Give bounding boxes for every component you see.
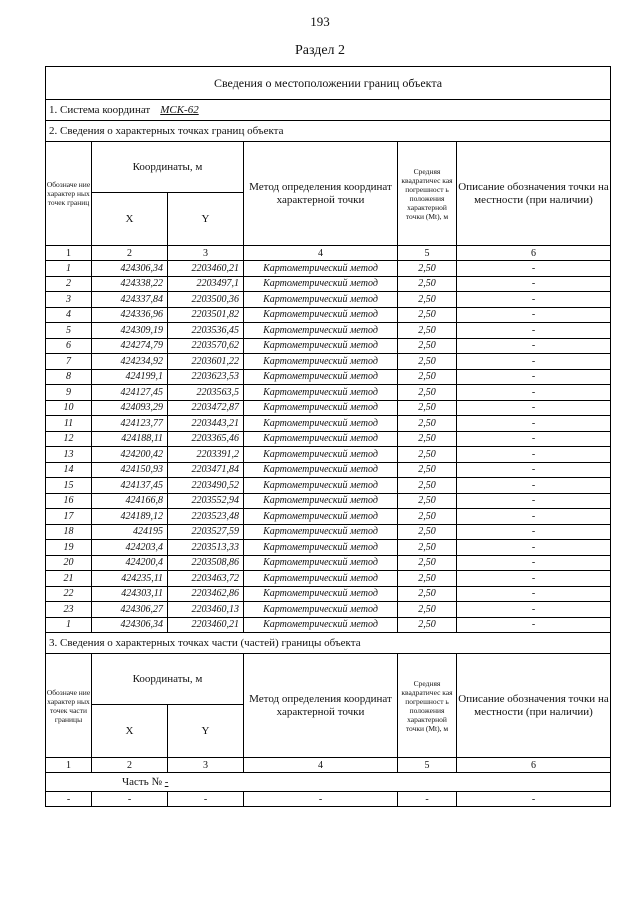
point-x: 424188,11 xyxy=(92,431,168,447)
point-error: 2,50 xyxy=(398,292,457,308)
point-y: 2203623,53 xyxy=(168,369,244,385)
point-description: - xyxy=(457,602,611,618)
point-error: 2,50 xyxy=(398,276,457,292)
point-y: 2203365,46 xyxy=(168,431,244,447)
point-number: 7 xyxy=(46,354,92,370)
point-description: - xyxy=(457,261,611,277)
point-x: 424306,27 xyxy=(92,602,168,618)
table-row xyxy=(46,292,611,308)
col-number: 4 xyxy=(244,246,398,261)
point-description: - xyxy=(457,509,611,525)
point-number: 20 xyxy=(46,555,92,571)
point-method: Картометрический метод xyxy=(244,524,398,540)
point-number: 6 xyxy=(46,338,92,354)
header2-coords: Координаты, м xyxy=(92,654,244,705)
point-error: 2,50 xyxy=(398,524,457,540)
point-y: 2203601,22 xyxy=(168,354,244,370)
part-row xyxy=(46,773,611,792)
point-method: Картометрический метод xyxy=(244,338,398,354)
table-row xyxy=(46,307,611,323)
point-x: 424199,1 xyxy=(92,369,168,385)
point-method: Картометрический метод xyxy=(244,478,398,494)
point-description: - xyxy=(457,586,611,602)
point-number: 3 xyxy=(46,292,92,308)
point-error: 2,50 xyxy=(398,509,457,525)
point-y: 2203523,48 xyxy=(168,509,244,525)
point-error: 2,50 xyxy=(398,338,457,354)
point-description: - xyxy=(457,493,611,509)
point-x: 424189,12 xyxy=(92,509,168,525)
point-x: 424137,45 xyxy=(92,478,168,494)
table-row xyxy=(46,478,611,494)
point-x: 424309,19 xyxy=(92,323,168,339)
col-number: 6 xyxy=(457,758,611,773)
point-method: Картометрический метод xyxy=(244,493,398,509)
point-y: 2203497,1 xyxy=(168,276,244,292)
table-row xyxy=(46,462,611,478)
point-x: 424235,11 xyxy=(92,571,168,587)
point-number: 15 xyxy=(46,478,92,494)
point-x: 424123,77 xyxy=(92,416,168,432)
point-x: 424195 xyxy=(92,524,168,540)
point-number: 17 xyxy=(46,509,92,525)
header1-description: Описание обозначения точки на местности (при наличии) xyxy=(457,142,611,246)
point-method: Картометрический метод xyxy=(244,617,398,633)
point-method: Картометрический метод xyxy=(244,462,398,478)
point-description: - xyxy=(457,462,611,478)
point-y: 2203472,87 xyxy=(168,400,244,416)
point-error: 2,50 xyxy=(398,369,457,385)
point-number: 14 xyxy=(46,462,92,478)
point-method: Картометрический метод xyxy=(244,307,398,323)
point-number: 5 xyxy=(46,323,92,339)
col-number: 3 xyxy=(168,246,244,261)
table-row xyxy=(46,617,611,633)
empty-cell: - xyxy=(168,792,244,807)
point-number: 13 xyxy=(46,447,92,463)
point-x: 424306,34 xyxy=(92,261,168,277)
table-row xyxy=(46,540,611,556)
point-number: 1 xyxy=(46,617,92,633)
table-row xyxy=(46,586,611,602)
table-row xyxy=(46,323,611,339)
point-description: - xyxy=(457,338,611,354)
header2-error: Средняя квадратичес кая погрешност ь положения характерной точки (Mt), м xyxy=(398,654,457,758)
point-method: Картометрический метод xyxy=(244,400,398,416)
table-row xyxy=(46,602,611,618)
point-method: Картометрический метод xyxy=(244,540,398,556)
table-row xyxy=(46,493,611,509)
empty-cell: - xyxy=(92,792,168,807)
point-error: 2,50 xyxy=(398,400,457,416)
col-number: 6 xyxy=(457,246,611,261)
table-row xyxy=(46,416,611,432)
point-y: 2203552,94 xyxy=(168,493,244,509)
point-y: 2203462,86 xyxy=(168,586,244,602)
point-x: 424338,22 xyxy=(92,276,168,292)
point-description: - xyxy=(457,571,611,587)
col-number: 3 xyxy=(168,758,244,773)
point-method: Картометрический метод xyxy=(244,292,398,308)
point-description: - xyxy=(457,276,611,292)
point-y: 2203460,21 xyxy=(168,261,244,277)
point-y: 2203536,45 xyxy=(168,323,244,339)
table-row xyxy=(46,400,611,416)
point-error: 2,50 xyxy=(398,540,457,556)
header2-point-designation: Обозначе ние характер ных точек части границы xyxy=(46,654,92,758)
point-number: 8 xyxy=(46,369,92,385)
point-method: Картометрический метод xyxy=(244,586,398,602)
point-method: Картометрический метод xyxy=(244,261,398,277)
point-x: 424093,29 xyxy=(92,400,168,416)
table-row xyxy=(46,338,611,354)
empty-cell: - xyxy=(46,792,92,807)
point-error: 2,50 xyxy=(398,555,457,571)
point-description: - xyxy=(457,416,611,432)
point-x: 424337,84 xyxy=(92,292,168,308)
point-error: 2,50 xyxy=(398,586,457,602)
point-method: Картометрический метод xyxy=(244,447,398,463)
point-description: - xyxy=(457,292,611,308)
point-x: 424306,34 xyxy=(92,617,168,633)
coord-system-row xyxy=(46,100,611,121)
point-number: 16 xyxy=(46,493,92,509)
point-method: Картометрический метод xyxy=(244,369,398,385)
point-number: 1 xyxy=(46,261,92,277)
header1-error: Средняя квадратичес кая погрешност ь положения характерной точки (Mt), м xyxy=(398,142,457,246)
point-error: 2,50 xyxy=(398,571,457,587)
table-row xyxy=(46,385,611,401)
point-method: Картометрический метод xyxy=(244,602,398,618)
point-description: - xyxy=(457,369,611,385)
table-row xyxy=(46,509,611,525)
point-y: 2203501,82 xyxy=(168,307,244,323)
point-number: 12 xyxy=(46,431,92,447)
point-description: - xyxy=(457,400,611,416)
point-x: 424234,92 xyxy=(92,354,168,370)
header1-point-designation: Обозначе ние характер ных точек границ xyxy=(46,142,92,246)
point-x: 424200,42 xyxy=(92,447,168,463)
header2-x: X xyxy=(92,705,168,758)
point-y: 2203443,21 xyxy=(168,416,244,432)
point-method: Картометрический метод xyxy=(244,354,398,370)
header2-method: Метод определения координат характерной точки xyxy=(244,654,398,758)
point-y: 2203391,2 xyxy=(168,447,244,463)
section3-title: 3. Сведения о характерных точках части (частей) границы объекта xyxy=(46,633,611,654)
point-method: Картометрический метод xyxy=(244,571,398,587)
point-error: 2,50 xyxy=(398,354,457,370)
point-method: Картометрический метод xyxy=(244,276,398,292)
point-y: 2203508,86 xyxy=(168,555,244,571)
point-error: 2,50 xyxy=(398,431,457,447)
point-method: Картометрический метод xyxy=(244,431,398,447)
point-method: Картометрический метод xyxy=(244,385,398,401)
empty-cell: - xyxy=(457,792,611,807)
coord-system-label: 1. Система координат xyxy=(49,103,151,116)
table-title: Сведения о местоположении границ объекта xyxy=(46,67,611,100)
boundary-table xyxy=(45,66,611,807)
point-y: 2203490,52 xyxy=(168,478,244,494)
point-number: 11 xyxy=(46,416,92,432)
point-error: 2,50 xyxy=(398,462,457,478)
point-description: - xyxy=(457,540,611,556)
point-x: 424303,11 xyxy=(92,586,168,602)
header1-method: Метод определения координат характерной точки xyxy=(244,142,398,246)
point-y: 2203460,21 xyxy=(168,617,244,633)
page-number: 193 xyxy=(310,14,330,29)
point-description: - xyxy=(457,478,611,494)
point-method: Картометрический метод xyxy=(244,323,398,339)
point-error: 2,50 xyxy=(398,617,457,633)
point-number: 4 xyxy=(46,307,92,323)
table-row xyxy=(46,555,611,571)
col-number: 1 xyxy=(46,758,92,773)
point-number: 22 xyxy=(46,586,92,602)
col-number: 1 xyxy=(46,246,92,261)
point-method: Картометрический метод xyxy=(244,509,398,525)
point-y: 2203463,72 xyxy=(168,571,244,587)
point-y: 2203563,5 xyxy=(168,385,244,401)
point-y: 2203500,36 xyxy=(168,292,244,308)
point-error: 2,50 xyxy=(398,602,457,618)
empty-cell: - xyxy=(398,792,457,807)
point-y: 2203513,33 xyxy=(168,540,244,556)
point-y: 2203527,59 xyxy=(168,524,244,540)
point-error: 2,50 xyxy=(398,307,457,323)
point-error: 2,50 xyxy=(398,385,457,401)
point-number: 18 xyxy=(46,524,92,540)
point-x: 424200,4 xyxy=(92,555,168,571)
point-description: - xyxy=(457,307,611,323)
col-number: 4 xyxy=(244,758,398,773)
point-number: 9 xyxy=(46,385,92,401)
header2-description: Описание обозначения точки на местности (при наличии) xyxy=(457,654,611,758)
col-number: 2 xyxy=(92,758,168,773)
point-x: 424336,96 xyxy=(92,307,168,323)
point-error: 2,50 xyxy=(398,416,457,432)
part-value: - xyxy=(164,775,169,788)
header2-y: Y xyxy=(168,705,244,758)
table-row xyxy=(46,354,611,370)
table-row xyxy=(46,261,611,277)
header1-coords: Координаты, м xyxy=(92,142,244,193)
header1-x: X xyxy=(92,193,168,246)
point-error: 2,50 xyxy=(398,261,457,277)
point-x: 424150,93 xyxy=(92,462,168,478)
point-y: 2203570,62 xyxy=(168,338,244,354)
point-number: 23 xyxy=(46,602,92,618)
table-row xyxy=(46,571,611,587)
point-number: 2 xyxy=(46,276,92,292)
point-y: 2203460,13 xyxy=(168,602,244,618)
table-row xyxy=(46,431,611,447)
coord-system-value: МСК-62 xyxy=(160,103,199,116)
section2-title: 2. Сведения о характерных точках границ объекта xyxy=(46,121,611,142)
section-title: Раздел 2 xyxy=(294,43,346,58)
point-description: - xyxy=(457,354,611,370)
point-error: 2,50 xyxy=(398,493,457,509)
empty-cell: - xyxy=(244,792,398,807)
part-label: Часть № xyxy=(122,775,162,788)
point-method: Картометрический метод xyxy=(244,555,398,571)
point-description: - xyxy=(457,323,611,339)
point-y: 2203471,84 xyxy=(168,462,244,478)
point-number: 19 xyxy=(46,540,92,556)
point-method: Картометрический метод xyxy=(244,416,398,432)
point-description: - xyxy=(457,431,611,447)
point-description: - xyxy=(457,555,611,571)
point-number: 21 xyxy=(46,571,92,587)
point-x: 424274,79 xyxy=(92,338,168,354)
table-row xyxy=(46,524,611,540)
col-number: 5 xyxy=(398,758,457,773)
point-error: 2,50 xyxy=(398,323,457,339)
point-description: - xyxy=(457,524,611,540)
header1-y: Y xyxy=(168,193,244,246)
col-number: 2 xyxy=(92,246,168,261)
table-row xyxy=(46,369,611,385)
table-row xyxy=(46,276,611,292)
point-description: - xyxy=(457,447,611,463)
point-description: - xyxy=(457,617,611,633)
col-number: 5 xyxy=(398,246,457,261)
point-error: 2,50 xyxy=(398,478,457,494)
point-x: 424166,8 xyxy=(92,493,168,509)
table-row xyxy=(46,447,611,463)
point-x: 424127,45 xyxy=(92,385,168,401)
point-description: - xyxy=(457,385,611,401)
point-x: 424203,4 xyxy=(92,540,168,556)
point-error: 2,50 xyxy=(398,447,457,463)
point-number: 10 xyxy=(46,400,92,416)
